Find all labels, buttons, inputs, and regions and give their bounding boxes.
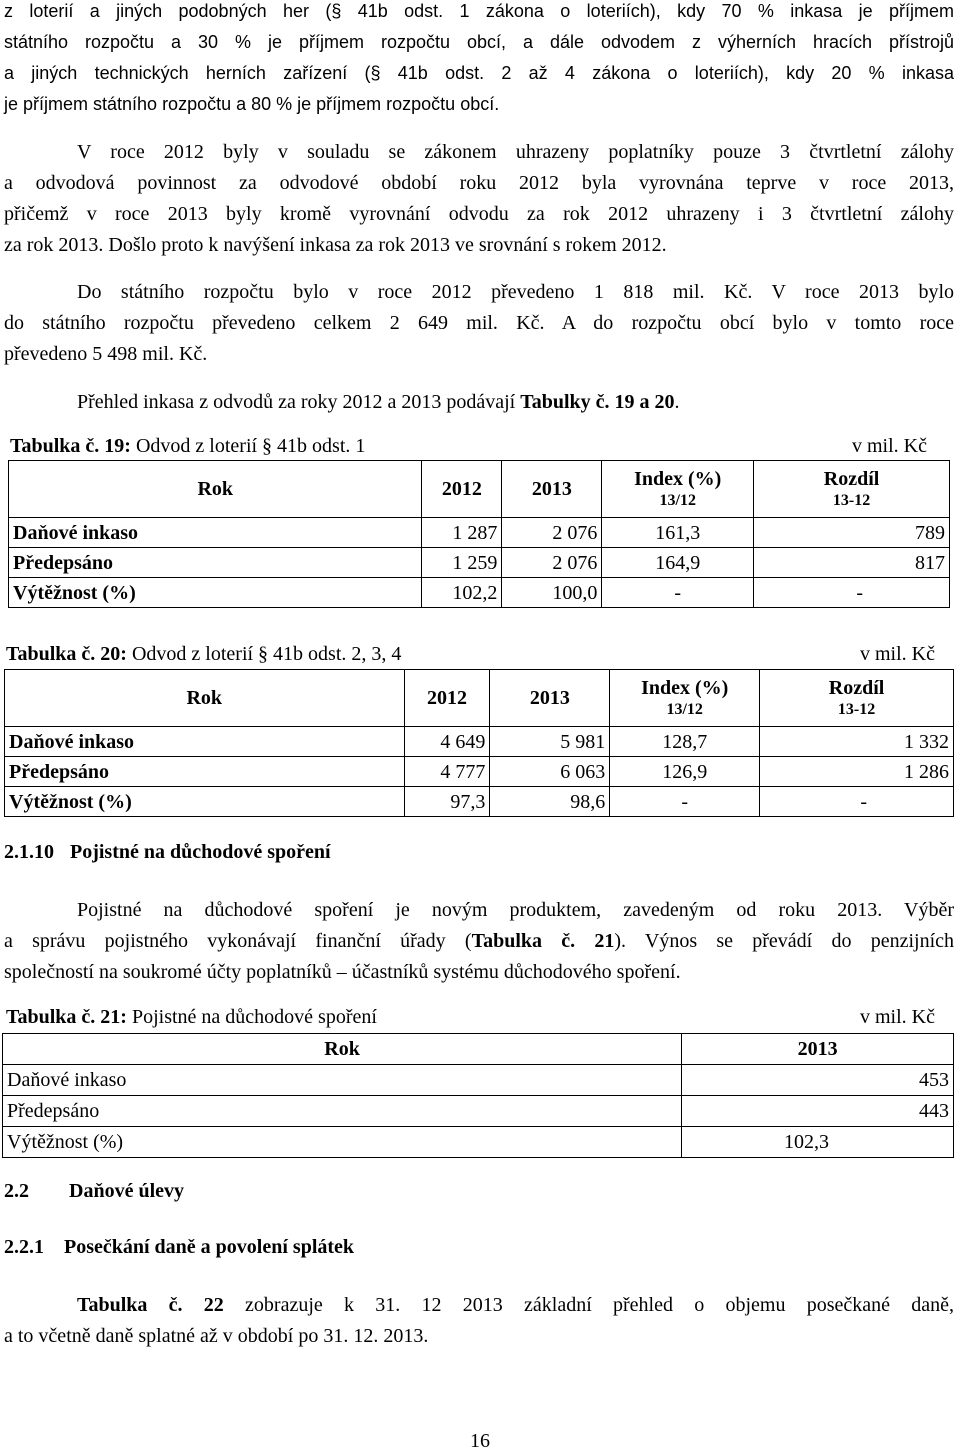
text-line: Pojistné na důchodové spoření je novým produktem, zavedeným od roku 2013. Výběr <box>77 899 954 921</box>
header-rok: Rok <box>5 670 405 727</box>
header-rozdil-label: Rozdíl <box>828 677 885 699</box>
section-title: Posečkání daně a povolení splátek <box>64 1236 355 1258</box>
cell-2012: 4 777 <box>404 757 490 787</box>
header-rok: Rok <box>3 1034 682 1065</box>
paragraph-overview <box>4 387 954 418</box>
overview-text-end: . <box>674 391 680 413</box>
table-row <box>5 727 954 757</box>
text-line <box>4 1290 954 1321</box>
row-label: Výtěžnost (%) <box>3 1127 682 1158</box>
cell-index: 128,7 <box>610 727 760 757</box>
cell-rozdil: 817 <box>754 548 950 578</box>
text-line: a odvodová povinnost za odvodové období roku 2012 byla vyrovnána teprve v roce 2013, <box>4 172 954 194</box>
cell-index: 126,9 <box>610 757 760 787</box>
text-line: státního rozpočtu a 30 % je příjmem rozpočtu obcí, a dále odvodem z výherních hracích přístrojů <box>4 32 954 52</box>
text-line: V roce 2012 byly v souladu se zákonem uhrazeny poplatníky pouze 3 čtvrtletní zálohy <box>77 141 954 163</box>
cell-index: - <box>602 578 754 608</box>
row-label: Předepsáno <box>5 757 405 787</box>
text-line: přičemž v roce 2013 byly kromě vyrovnání odvodu za rok 2012 uhrazeny i 3 čtvrtletní zálohy <box>4 203 954 225</box>
header-2013: 2013 <box>502 461 602 518</box>
table-21-caption <box>6 1005 377 1029</box>
text-line: převedeno 5 498 mil. Kč. <box>4 343 208 365</box>
cell-2013: 2 076 <box>502 548 602 578</box>
header-rozdil-label: Rozdíl <box>823 468 880 490</box>
pension-text: a správu pojistného vykonávají finanční úřady ( <box>4 930 472 952</box>
text-line <box>4 926 954 957</box>
table-row <box>3 1065 954 1096</box>
row-label: Daňové inkaso <box>3 1065 682 1096</box>
table-19-caption-label: Tabulka č. 19: <box>10 435 131 457</box>
table-21-unit: v mil. Kč <box>860 1006 935 1028</box>
cell-2012: 1 287 <box>422 518 502 548</box>
header-rozdil <box>754 461 950 518</box>
section-heading-2-1-10 <box>4 840 331 864</box>
header-2013: 2013 <box>682 1034 954 1065</box>
deferral-text: zobrazuje k 31. 12 2013 základní přehled o objemu posečkané daně, <box>223 1294 954 1316</box>
header-rozdil <box>760 670 954 727</box>
cell-2013: 443 <box>682 1096 954 1127</box>
cell-2012: 97,3 <box>404 787 490 817</box>
section-number: 2.1.10 <box>4 841 54 863</box>
table-reference: Tabulky č. 19 a 20 <box>520 391 675 413</box>
cell-rozdil: - <box>760 787 954 817</box>
table-19-caption <box>10 434 365 458</box>
cell-rozdil: 1 286 <box>760 757 954 787</box>
table-row <box>3 1096 954 1127</box>
page-number: 16 <box>470 1430 490 1452</box>
section-title: Pojistné na důchodové spoření <box>70 841 331 863</box>
table-19 <box>8 460 950 608</box>
table-row <box>5 787 954 817</box>
header-2013: 2013 <box>490 670 610 727</box>
text-line: a to včetně daně splatné až v období po 31. 12. 2013. <box>4 1325 429 1347</box>
header-index-sub: 13/12 <box>666 701 703 718</box>
cell-2013: 100,0 <box>502 578 602 608</box>
row-label: Výtěžnost (%) <box>9 578 422 608</box>
text-line <box>4 387 954 418</box>
table-row <box>3 1127 954 1158</box>
header-rozdil-sub: 13-12 <box>837 701 876 718</box>
table-header-row <box>3 1034 954 1065</box>
table-21 <box>2 1033 954 1158</box>
header-index <box>602 461 754 518</box>
cell-2013: 5 981 <box>490 727 610 757</box>
overview-text: Přehled inkasa z odvodů za roky 2012 a 2013 podávají <box>77 391 521 413</box>
text-line: společností na soukromé účty poplatníků – účastníků systému důchodového spoření. <box>4 961 681 983</box>
section-number: 2.2.1 <box>4 1236 44 1258</box>
row-label: Předepsáno <box>9 548 422 578</box>
table-19-caption-title: Odvod z loterií § 41b odst. 1 <box>130 435 366 457</box>
header-2012: 2012 <box>422 461 502 518</box>
header-index <box>610 670 760 727</box>
pension-text-end: ). Výnos se převádí do penzijních <box>614 930 955 952</box>
table-row <box>9 548 950 578</box>
table-21-caption-label: Tabulka č. 21: <box>6 1006 127 1028</box>
cell-index: - <box>610 787 760 817</box>
table-21-caption-title: Pojistné na důchodové spoření <box>126 1006 377 1028</box>
section-heading-2-2 <box>4 1179 184 1203</box>
table-header-row <box>5 670 954 727</box>
table-20-unit: v mil. Kč <box>860 643 935 665</box>
cell-index: 161,3 <box>602 518 754 548</box>
cell-2013: 453 <box>682 1065 954 1096</box>
table-row <box>5 757 954 787</box>
text-line: a jiných technických herních zařízení (§ 41b odst. 2 až 4 zákona o loteriích), kdy 20 % inkasa <box>4 63 954 83</box>
header-rok: Rok <box>9 461 422 518</box>
cell-2013: 98,6 <box>490 787 610 817</box>
table-20-caption-title: Odvod z loterií § 41b odst. 2, 3, 4 <box>126 643 402 665</box>
text-line: z loterií a jiných podobných her (§ 41b odst. 1 zákona o loteriích), kdy 70 % inkasa je příjmem <box>4 1 954 21</box>
paragraph-pension-savings <box>4 895 954 988</box>
cell-2013: 2 076 <box>502 518 602 548</box>
text-line: do státního rozpočtu převedeno celkem 2 649 mil. Kč. A do rozpočtu obcí bylo v tomto roce <box>4 312 954 334</box>
table-20 <box>4 669 954 817</box>
section-title: Daňové úlevy <box>69 1180 184 1202</box>
section-number: 2.2 <box>4 1180 29 1202</box>
cell-rozdil: - <box>754 578 950 608</box>
row-label: Předepsáno <box>3 1096 682 1127</box>
table-row <box>9 578 950 608</box>
header-index-label: Index (%) <box>634 468 722 490</box>
row-label: Výtěžnost (%) <box>5 787 405 817</box>
cell-2012: 4 649 <box>404 727 490 757</box>
header-2012: 2012 <box>404 670 490 727</box>
paragraph-transfers <box>4 277 954 370</box>
cell-index: 164,9 <box>602 548 754 578</box>
table-reference: Tabulka č. 21 <box>471 930 615 952</box>
cell-2013: 6 063 <box>490 757 610 787</box>
table-19-unit: v mil. Kč <box>852 435 927 457</box>
section-heading-2-2-1 <box>4 1235 354 1259</box>
table-row <box>9 518 950 548</box>
table-header-row <box>9 461 950 518</box>
text-line: Do státního rozpočtu bylo v roce 2012 převedeno 1 818 mil. Kč. V roce 2013 bylo <box>77 281 954 303</box>
header-index-sub: 13/12 <box>659 492 696 509</box>
cell-rozdil: 1 332 <box>760 727 954 757</box>
text-line: je příjmem státního rozpočtu a 80 % je příjmem rozpočtu obcí. <box>4 94 500 114</box>
paragraph-2012-advances <box>4 137 954 261</box>
row-label: Daňové inkaso <box>5 727 405 757</box>
intro-paragraph <box>4 0 954 120</box>
cell-2012: 102,2 <box>422 578 502 608</box>
cell-2013: 102,3 <box>682 1127 954 1158</box>
header-index-label: Index (%) <box>641 677 729 699</box>
cell-rozdil: 789 <box>754 518 950 548</box>
table-20-caption <box>6 642 401 666</box>
cell-2012: 1 259 <box>422 548 502 578</box>
table-20-caption-label: Tabulka č. 20: <box>6 643 127 665</box>
paragraph-deferral <box>4 1290 954 1352</box>
row-label: Daňové inkaso <box>9 518 422 548</box>
header-rozdil-sub: 13-12 <box>832 492 871 509</box>
table-reference: Tabulka č. 22 <box>77 1294 224 1316</box>
text-line: za rok 2013. Došlo proto k navýšení inkasa za rok 2013 ve srovnání s rokem 2012. <box>4 234 667 256</box>
